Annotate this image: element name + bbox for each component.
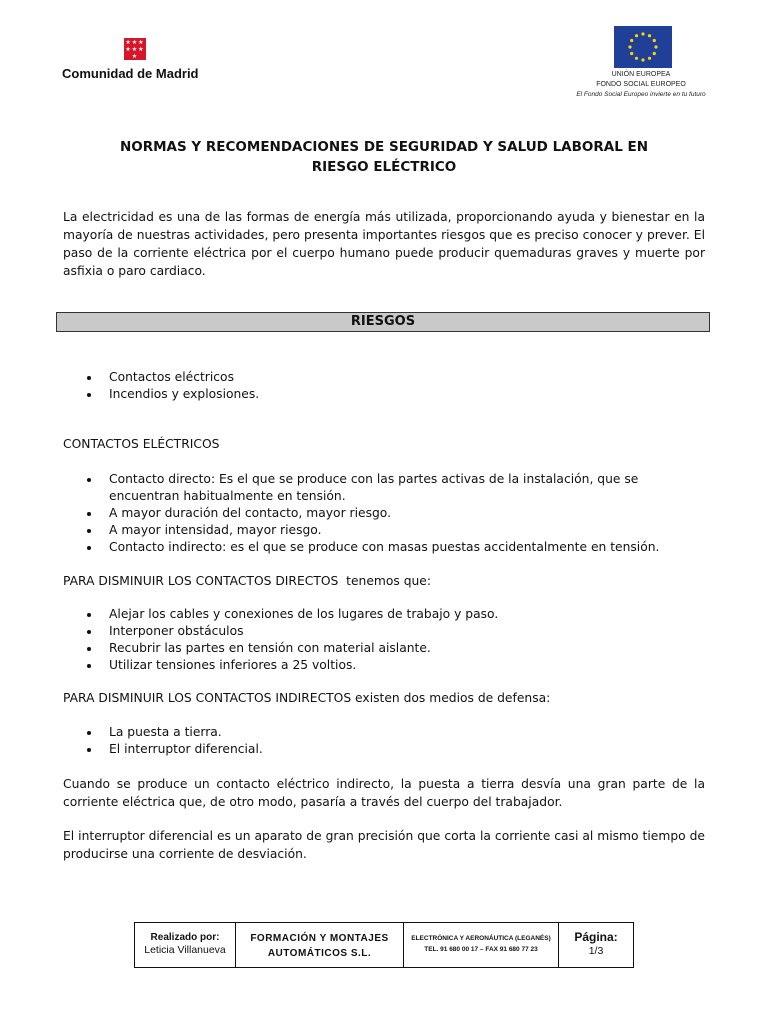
footer-address-cell (404, 923, 559, 967)
contactos-indirectos-heading: PARA DISMINUIR LOS CONTACTOS INDIRECTOS existen dos medios de defensa: (63, 691, 551, 705)
list-item: Contacto indirecto: es el que se produce con masas puestas accidentalmente en tensión. (63, 539, 708, 556)
interruptor-diferencial-paragraph: El interruptor diferencial es un aparato de gran precisión que corta la corriente casi al mismo tiempo de producirse una corriente de desviación. (63, 829, 705, 861)
bullet-icon (87, 376, 91, 380)
page-number: 1/3 (588, 945, 604, 957)
bullet-icon (87, 647, 91, 651)
footer-company-cell (236, 923, 404, 967)
list-item: Interponer obstáculos (63, 623, 708, 640)
list-item: Utilizar tensiones inferiores a 25 voltios. (63, 657, 708, 674)
riesgos-heading: RIESGOS (350, 314, 416, 329)
bullet-icon (87, 748, 91, 752)
list-item: Contactos eléctricos (63, 369, 708, 386)
riesgos-list (63, 369, 708, 403)
bullet-icon (87, 731, 91, 735)
company-line-2: AUTOMÁTICOS S.L. (267, 948, 372, 959)
list-item: Recubrir las partes en tensión con material aislante. (63, 640, 708, 657)
union-europea-logo (566, 26, 716, 106)
bullet-icon (87, 630, 91, 634)
list-item: A mayor intensidad, mayor riesgo. (63, 522, 708, 539)
list-item: A mayor duración del contacto, mayor riesgo. (63, 505, 708, 522)
puesta-a-tierra-paragraph: Cuando se produce un contacto eléctrico indirecto, la puesta a tierra desvía una gran parte de la corriente eléctrica que, de otro modo, pasaría a través del cuerpo del trabajador. (63, 777, 705, 809)
eu-flag-icon (614, 26, 672, 68)
madrid-logo-name: Comunidad de Madrid (62, 66, 199, 81)
document-title (60, 137, 708, 177)
bullet-icon (87, 664, 91, 668)
author-name: Leticia Villanueva (144, 944, 226, 956)
eu-line-2: FONDO SOCIAL EUROPEO (596, 81, 686, 88)
bullet-icon (87, 546, 91, 550)
company-line-1: FORMACIÓN Y MONTAJES (250, 933, 389, 944)
riesgos-section-header (56, 312, 710, 332)
bullet-icon (87, 529, 91, 533)
contactos-list (63, 471, 708, 556)
title-line-2: RIESGO ELÉCTRICO (311, 159, 457, 175)
bullet-icon (87, 613, 91, 617)
footer-page-cell (559, 923, 633, 967)
contactos-heading: CONTACTOS ELÉCTRICOS (63, 437, 220, 451)
list-item: La puesta a tierra. (63, 724, 708, 741)
title-line-1: NORMAS Y RECOMENDACIONES DE SEGURIDAD Y SALUD LABORAL EN (119, 139, 649, 155)
contactos-indirectos-list (63, 724, 708, 758)
bullet-icon (87, 512, 91, 516)
eu-tagline: El Fondo Social Europeo invierte en tu futuro (576, 91, 706, 98)
list-item: El interruptor diferencial. (63, 741, 708, 758)
address-line-1: ELECTRÓNICA Y AERONÁUTICA (LEGANÉS) (411, 935, 551, 942)
footer-author-cell (135, 923, 236, 967)
list-item: Alejar los cables y conexiones de los lugares de trabajo y paso. (63, 606, 708, 623)
realizado-label: Realizado por: (150, 932, 220, 943)
footer-table (134, 922, 634, 968)
contactos-directos-list (63, 606, 708, 674)
page-label: Página: (574, 930, 618, 944)
eu-line-1: UNIÓN EUROPEA (611, 71, 671, 78)
address-line-2: TEL. 91 680 00 17 – FAX 91 680 77 23 (424, 946, 538, 953)
comunidad-de-madrid-logo (62, 36, 222, 84)
list-item: Contacto directo: Es el que se produce con las partes activas de la instalación, que se encuentran habitualmente en tensión. (63, 471, 708, 505)
bullet-icon (87, 393, 91, 397)
bullet-icon (87, 478, 91, 482)
madrid-flag-icon: ★★★ ★★★ ★ (125, 39, 145, 60)
contactos-directos-heading: PARA DISMINUIR LOS CONTACTOS DIRECTOS tenemos que: (63, 574, 432, 588)
intro-paragraph: La electricidad es una de las formas de energía más utilizada, proporcionando ayuda y bienestar en la mayoría de nuestras actividades, pero presenta importantes riesgos que es preciso conocer y prever. El paso de la corriente eléctrica por el cuerpo humano puede producir quemaduras graves y muerte por asfixia o paro cardiaco. (63, 210, 705, 278)
list-item: Incendios y explosiones. (63, 386, 708, 403)
